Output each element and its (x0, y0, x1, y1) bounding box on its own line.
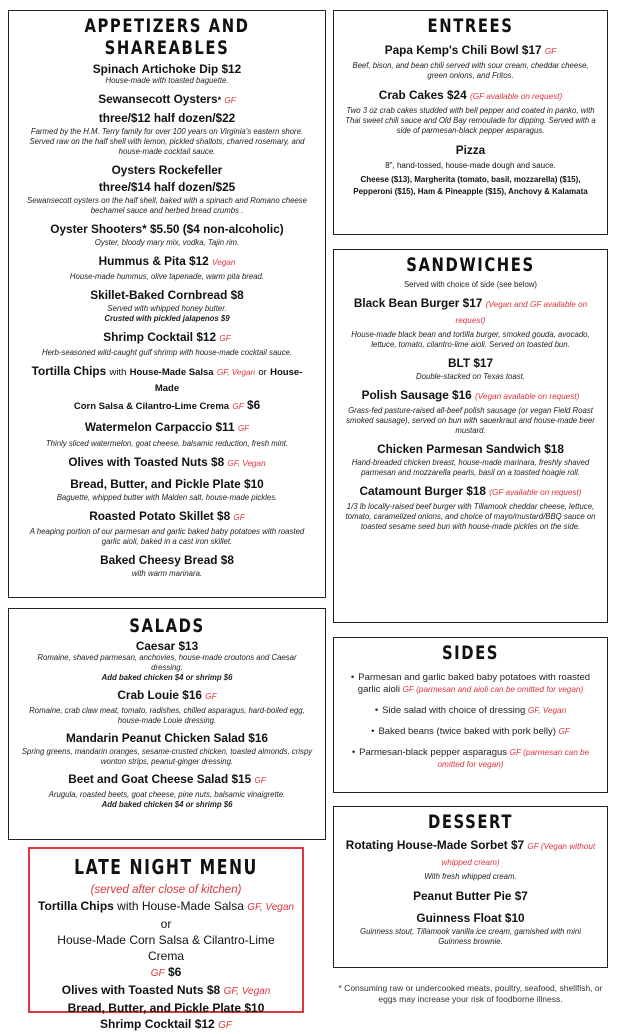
sandwiches-subtitle: Served with choice of side (see below) (403, 280, 538, 289)
menu-item-blt: BLT $17 Double-stacked on Texas toast. (416, 356, 525, 381)
menu-item-oyster-shooters: Oyster Shooters* $5.50 ($4 non-alcoholic) Oyster, bloody mary mix, vodka, Tajin rim. (50, 222, 284, 247)
dietary-tag: (GF available on request) (469, 92, 563, 101)
menu-item-sorbet: Rotating House-Made Sorbet $7 GF (Vegan without whipped cream) With fresh whipped cream. (345, 838, 596, 881)
dietary-tag: (Vegan available on request) (475, 392, 580, 401)
dietary-tag: GF, Vegan (247, 902, 294, 913)
side-item-potatoes: • Parmesan and garlic baked baby potatoes with roasted garlic aioli GF (parmesan and aioli can be omitted for vegan) (350, 672, 591, 695)
dietary-tag: Vegan (212, 258, 236, 267)
menu-item-bread-butter-pickle: Bread, Butter, and Pickle Plate $10 Baguette, whipped butter with Malden salt, house-made pickles. (56, 477, 278, 502)
late-night-item-chips: Tortilla Chips with House-Made Salsa GF, Vegan or (38, 899, 294, 931)
dietary-tag: GF (254, 776, 266, 785)
dietary-tag: GF (233, 513, 245, 522)
raw-food-footnote: * Consuming raw or undercooked meats, poultry, seafood, shellfish, or eggs may increase your risk of foodborne illness. (338, 983, 603, 1004)
salads-section (8, 608, 326, 840)
dietary-tag: GF (205, 692, 217, 701)
menu-item-potato-skillet: Roasted Potato Skillet $8 GF A heaping portion of our parmesan and garlic baked baby potatoes with roasted garlic aioli, baked in a cast iron skillet. (29, 509, 305, 546)
dietary-tag: GF (219, 334, 231, 343)
side-item-salad: • Side salad with choice of dressing GF, Vegan (374, 705, 567, 716)
dietary-tag: (Vegan and GF available on request) (455, 300, 588, 325)
side-item-asparagus: • Parmesan-black pepper asparagus GF (parmesan can be omitted for vegan) (351, 747, 590, 769)
menu-item-mandarin-salad: Mandarin Peanut Chicken Salad $16 Spring greens, mandarin oranges, sesame-crusted chicken, toasted almonds, crispy wonton strips, peanut-ginger dressing. (21, 731, 313, 766)
menu-item-catamount-burger: Catamount Burger $18 (GF available on request) 1/3 lb locally-raised beef burger with Tillamook cheddar cheese, lettuce, tomato, caramelized onions, and choice of mayo/mustard/BBQ sauce on toasted sesame seed bun with house-made pickles on the side. (345, 484, 596, 531)
menu-item-crab-cakes: Crab Cakes $24 (GF available on request) Two 3 oz crab cakes studded with bell pepper and coated in panko, with Thai sweet chili sauce and Old Bay remoulade for dipping. Served with a side of parmesan-black pepper asparagus. (345, 88, 596, 135)
menu-item-sewansecott-oysters: Sewansecott Oysters* GF three/$12 half dozen/$22 Farmed by the H.M. Terry family for over 100 years on Virginia's eastern shore. Served raw on the half shell with lemon, pickled shallots, charred rosemary, and house-made cocktail sauce. (29, 92, 305, 156)
sides-heading: SIDES (441, 642, 500, 664)
appetizers-heading: APPETIZERS AND SHAREABLES (84, 15, 250, 59)
dietary-tag: GF (150, 968, 165, 979)
dessert-heading: DESSERT (427, 811, 513, 833)
menu-item-cornbread: Skillet-Baked Cornbread $8 Served with whipped honey butter. Crusted with pickled jalapenos $9 (90, 288, 244, 323)
appetizers-section (8, 10, 326, 598)
sides-section (333, 637, 608, 793)
late-night-item-shrimp: Shrimp Cocktail $12 GF (100, 1017, 232, 1031)
late-night-heading: LATE NIGHT MENU (74, 855, 258, 879)
late-night-item-olives: Olives with Toasted Nuts $8 GF, Vegan (61, 983, 271, 997)
menu-item-tortilla-chips: Tortilla Chips with House-Made Salsa GF, Vegan or House-Made Corn Salsa & Cilantro-Lime Crema GF $6 (31, 364, 303, 412)
dietary-tag: GF (224, 96, 236, 105)
menu-item-crab-louie: Crab Louie $16 GF Romaine, crab claw meat, tomato, radishes, chilled asparagus, hard-boiled egg, house-made Louie dressing. (29, 688, 305, 725)
dietary-tag: (GF available on request) (489, 488, 582, 497)
menu-item-peanut-butter-pie: Peanut Butter Pie $7 (413, 889, 528, 903)
sandwiches-section (333, 249, 608, 623)
menu-item-pizza: Pizza 8", hand-tossed, house-made dough and sauce. Cheese ($13), Margherita (tomato, basil, mozzarella) ($15), Pepperoni ($15), Ham & Pineapple ($15), Anchovy & Kalamata (353, 143, 588, 196)
menu-item-beet-salad: Beet and Goat Cheese Salad $15 GF Arugula, roasted beets, goat cheese, pine nuts, balsamic vinaigrette. Add baked chicken $4 or shrimp $6 (48, 772, 286, 809)
menu-item-polish-sausage: Polish Sausage $16 (Vegan available on request) Grass-fed pasture-raised all-beef polish sausage (or vegan Field Roast smoked sausage), served on bun with sauerkraut and house-made beer mustard. (346, 388, 595, 435)
menu-item-oysters-rockefeller: Oysters Rockefeller three/$14 half dozen/$25 Sewansecott oysters on the half shell, baked with a spinach and Romano cheese bechamel sauce and herbed bread crumbs . (27, 163, 307, 215)
dietary-tag: GF (Vegan without whipped cream) (441, 842, 596, 867)
dietary-tag: GF (237, 424, 250, 433)
menu-item-shrimp-cocktail: Shrimp Cocktail $12 GF Herb-seasoned wild-caught gulf shrimp with house-made cocktail sauce. (41, 330, 293, 357)
menu-item-spinach-dip: Spinach Artichoke Dip $12 House-made with toasted baguette. (92, 62, 242, 85)
dietary-tag: GF (558, 727, 570, 736)
sandwiches-heading: SANDWICHES (406, 254, 535, 276)
menu-item-caesar: Caesar $13 Romaine, shaved parmesan, anchovies, house-made croutons and Caesar dressing. Add baked chicken $4 or shrimp $6 (37, 639, 297, 682)
menu-item-guinness-float: Guinness Float $10 Guinness stout, Tillamook vanilla ice cream, garnished with mini Guinness brownie. (360, 911, 581, 946)
menu-item-olives: Olives with Toasted Nuts $8 GF, Vegan (68, 455, 266, 469)
late-night-subtitle: (served after close of kitchen) (90, 884, 242, 896)
menu-item-watermelon-carpaccio: Watermelon Carpaccio $11 GF Thinly sliced watermelon, goat cheese, balsamic reduction, fresh mint. (45, 420, 289, 448)
dietary-tag: GF (parmesan can be omitted for vegan) (437, 748, 590, 769)
menu-item-black-bean-burger: Black Bean Burger $17 (Vegan and GF available on request) House-made black bean and tortilla burger, smoked gouda, avocado, lettuce, tomato, cilantro-lime aioli. Served on toasted bun. (351, 296, 590, 349)
menu-item-cheesy-bread: Baked Cheesy Bread $8 with warm marinara. (100, 553, 234, 578)
entrees-section (333, 10, 608, 235)
dessert-section (333, 806, 608, 968)
menu-item-chili-bowl: Papa Kemp's Chili Bowl $17 GF Beef, bison, and bean chili served with sour cream, cheddar cheese, green onions, and Fritos. (352, 43, 589, 80)
salads-heading: SALADS (129, 615, 205, 637)
dietary-tag: GF, Vegan (527, 706, 567, 715)
dietary-tag: GF, Vegan (227, 459, 266, 468)
entrees-heading: ENTREES (427, 15, 514, 37)
menu-item-hummus-pita: Hummus & Pita $12 Vegan House-made hummus, olive tapenade, warm pita bread. (69, 254, 265, 281)
dietary-tag: GF (544, 47, 557, 56)
side-item-baked-beans: • Baked beans (twice baked with pork belly) GF (371, 726, 570, 737)
menu-item-chicken-parmesan: Chicken Parmesan Sandwich $18 Hand-breaded chicken breast, house-made marinara, freshly shaved parmesan and mozzarella pearls, basil on a toasted hoagie roll. (351, 442, 590, 477)
late-night-section: LATE NIGHT MENU (served after close of kitchen) Tortilla Chips with House-Made Salsa GF, Vegan or House-Made Corn Salsa & Cilantro-Lime Crema GF $6 Olives with Toasted Nuts $8 GF, Vegan Bread, Butter, and Pickle Plate $10 Shrimp Cocktail $12 GF (28, 847, 304, 1013)
dietary-tag: GF (232, 402, 244, 411)
late-night-item-bread: Bread, Butter, and Pickle Plate $10 (67, 1001, 265, 1015)
dietary-tag: GF, Vegan (216, 368, 256, 377)
dietary-tag: GF, Vegan (223, 986, 271, 997)
dietary-tag: GF (parmesan and aioli can be omitted for vegan) (402, 685, 584, 694)
dietary-tag: GF (218, 1020, 232, 1031)
